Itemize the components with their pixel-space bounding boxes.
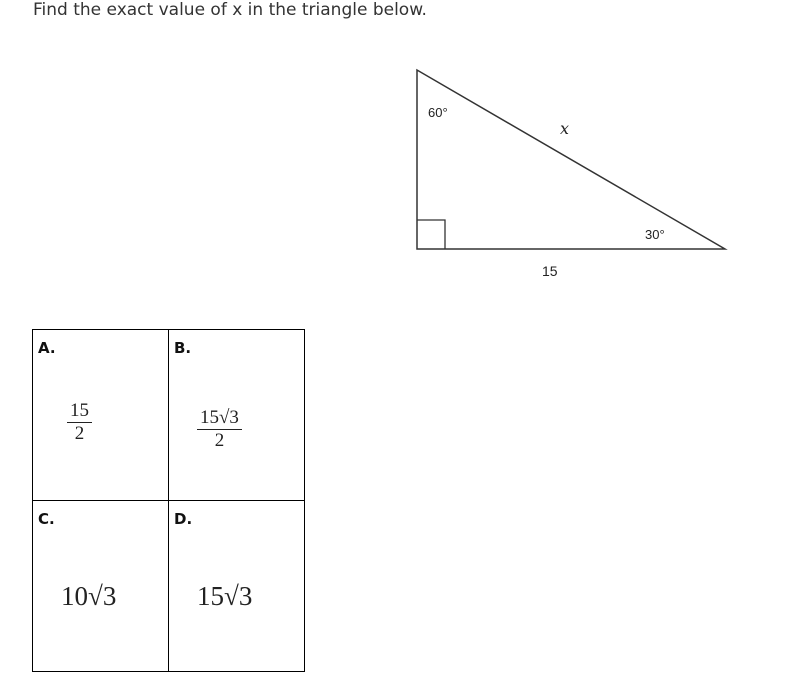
option-b-numerator: 15√3 [197, 408, 242, 430]
answer-option-d[interactable] [169, 501, 305, 672]
option-d-expression: 15√3 [197, 581, 253, 611]
option-b-denominator: 2 [214, 429, 225, 451]
angle-30-label: 30° [645, 227, 665, 242]
option-a-fraction [67, 401, 92, 444]
triangle-figure [405, 60, 745, 290]
question-text: Find the exact value of x in the triangle below. [33, 0, 427, 20]
triangle-diagram [405, 60, 745, 290]
option-a-denominator: 2 [74, 422, 85, 444]
angle-60-label: 60° [428, 105, 448, 120]
option-a-letter: A. [38, 339, 56, 357]
answer-option-c[interactable] [33, 501, 169, 672]
option-a-numerator: 15 [67, 401, 92, 423]
option-b-letter: B. [174, 339, 192, 357]
option-c-expression: 10√3 [61, 581, 117, 611]
answer-choices-table [32, 329, 305, 672]
hypotenuse-label: x [560, 119, 570, 138]
option-d-letter: D. [174, 510, 193, 528]
answer-option-a[interactable] [33, 330, 169, 501]
option-c-letter: C. [38, 510, 55, 528]
option-b-fraction [197, 408, 242, 451]
right-angle-marker [417, 220, 445, 249]
triangle-shape [417, 70, 725, 249]
answer-option-b[interactable] [169, 330, 305, 501]
base-length-label: 15 [542, 263, 558, 279]
